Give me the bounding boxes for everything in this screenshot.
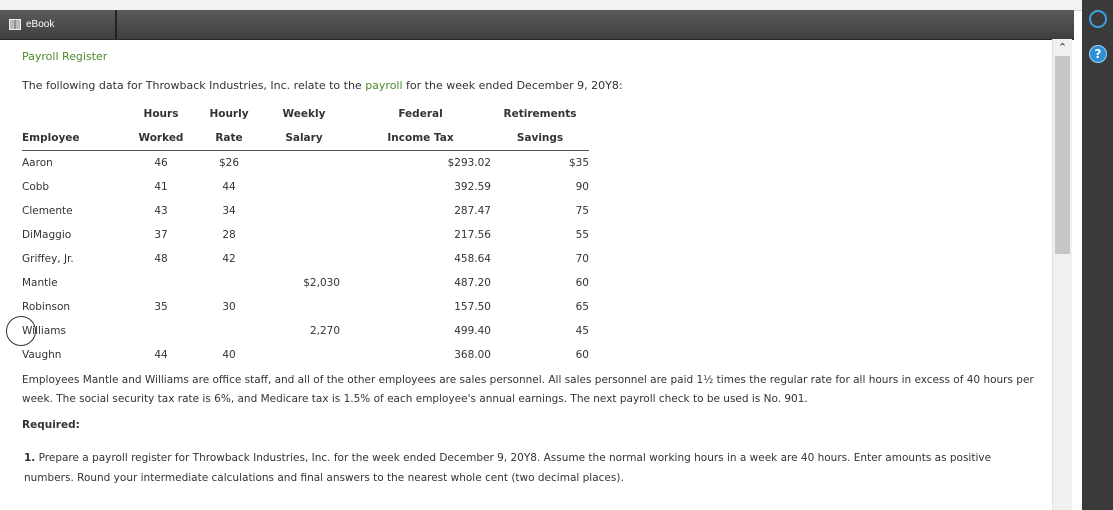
retirement-cell: 45 xyxy=(575,325,589,337)
rate-cell xyxy=(190,271,268,295)
header-cell: Salary xyxy=(268,126,340,151)
intro-text xyxy=(22,79,623,92)
scroll-up-chevron-icon[interactable]: ⌃ xyxy=(1057,41,1068,54)
ebook-tab[interactable] xyxy=(0,10,117,39)
hours-cell: 44 xyxy=(154,349,168,361)
hours-cell: 37 xyxy=(154,229,168,241)
salary-cell xyxy=(268,175,340,199)
fit-cell: 392.59 xyxy=(454,181,491,193)
employee-cell: Williams xyxy=(22,325,66,337)
header-cell: Federal xyxy=(398,108,443,120)
ebook-label: eBook xyxy=(26,19,55,30)
salary-cell xyxy=(268,223,340,247)
vertical-scrollbar[interactable] xyxy=(1052,39,1072,510)
employee-cell: Griffey, Jr. xyxy=(22,253,74,265)
payroll-data-table xyxy=(22,102,589,367)
hours-cell: 35 xyxy=(154,301,168,313)
intro-before: The following data for Throwback Industries, Inc. relate to the xyxy=(22,79,366,92)
rate-cell: 30 xyxy=(222,301,236,313)
rate-cell xyxy=(190,319,268,343)
salary-cell xyxy=(268,199,340,223)
retirement-cell: 55 xyxy=(575,229,589,241)
retirement-cell: 65 xyxy=(575,301,589,313)
table-row xyxy=(22,343,589,367)
fit-cell: 499.40 xyxy=(454,325,491,337)
hours-cell: 46 xyxy=(154,157,168,169)
rate-cell: $26 xyxy=(218,157,240,169)
retirement-cell: 90 xyxy=(575,181,589,193)
table-row xyxy=(22,247,589,271)
requirement-number: 1. xyxy=(24,452,36,464)
employee-cell: DiMaggio xyxy=(22,229,72,241)
rate-cell: 42 xyxy=(222,253,236,265)
required-heading: Required: xyxy=(22,419,80,431)
fit-cell: 458.64 xyxy=(454,253,491,265)
book-icon xyxy=(9,19,21,30)
right-side-bar xyxy=(1082,0,1113,510)
hours-cell: 43 xyxy=(154,205,168,217)
table-row xyxy=(22,199,589,223)
page-title: Payroll Register xyxy=(22,50,108,63)
retirement-cell: 60 xyxy=(575,277,589,289)
staff-description-paragraph: Employees Mantle and Williams are office staff, and all of the other employees are sales personnel. All sales personnel are paid 1½ times the regular rate for all hours in excess of 40 hours per week. The social security tax rate is 6%, and Medicare tax is 1.5% of each employee's annual earnings. The next payroll check to be used is No. 901. xyxy=(22,374,1034,405)
table-row xyxy=(22,319,589,343)
salary-cell xyxy=(268,247,340,271)
requirement-text: Prepare a payroll register for Throwback Industries, Inc. for the week ended December 9, 20Y8. Assume the normal working hours in a week are 40 hours. Enter amounts as positive numbers. Round your intermediate calculations and final answers to the nearest whole cent (two decimal places). xyxy=(24,452,992,484)
rate-cell: 40 xyxy=(222,349,236,361)
requirement-1 xyxy=(24,448,1034,488)
salary-cell xyxy=(268,343,340,367)
salary-cell: 2,270 xyxy=(309,325,340,337)
fit-cell: 287.47 xyxy=(454,205,491,217)
salary-cell xyxy=(268,295,340,319)
employee-cell: Vaughn xyxy=(22,349,62,361)
fit-cell: $293.02 xyxy=(447,157,491,169)
header-cell xyxy=(22,102,132,126)
header-cell: Hours xyxy=(143,108,179,120)
headset-icon[interactable] xyxy=(1089,10,1107,28)
header-cell: Employee xyxy=(22,126,132,151)
header-cell: Savings xyxy=(491,126,589,151)
table-row xyxy=(22,271,589,295)
table-row xyxy=(22,175,589,199)
table-header-row-1 xyxy=(22,102,589,126)
retirement-cell: 60 xyxy=(575,349,589,361)
hours-cell: 41 xyxy=(154,181,168,193)
scroll-thumb[interactable] xyxy=(1055,56,1070,254)
ebook-toolbar xyxy=(0,10,1074,40)
help-icon[interactable]: ? xyxy=(1089,45,1107,63)
hours-cell xyxy=(132,271,190,295)
fit-cell: 157.50 xyxy=(454,301,491,313)
header-cell: Income Tax xyxy=(340,126,491,151)
retirement-cell: $35 xyxy=(568,157,589,169)
employee-cell: Robinson xyxy=(22,301,71,313)
retirement-cell: 70 xyxy=(575,253,589,265)
intro-after: for the week ended December 9, 20Y8: xyxy=(402,79,623,92)
employee-cell: Clemente xyxy=(22,205,73,217)
employee-cell: Cobb xyxy=(22,181,50,193)
fit-cell: 217.56 xyxy=(454,229,491,241)
fit-cell: 487.20 xyxy=(454,277,491,289)
header-cell: Rate xyxy=(190,126,268,151)
rate-cell: 44 xyxy=(222,181,236,193)
table-row xyxy=(22,151,589,176)
payroll-link[interactable]: payroll xyxy=(365,79,403,92)
table-row xyxy=(22,223,589,247)
table-header-row-2 xyxy=(22,126,589,151)
hours-cell xyxy=(132,319,190,343)
header-cell: Retirements xyxy=(503,108,577,120)
employee-cell: Aaron xyxy=(22,157,53,169)
header-cell: Worked xyxy=(132,126,190,151)
hours-cell: 48 xyxy=(154,253,168,265)
rate-cell: 28 xyxy=(222,229,236,241)
header-cell: Hourly xyxy=(209,108,249,120)
salary-cell: $2,030 xyxy=(303,277,340,289)
fit-cell: 368.00 xyxy=(454,349,491,361)
retirement-cell: 75 xyxy=(575,205,589,217)
table-row xyxy=(22,295,589,319)
rate-cell: 34 xyxy=(222,205,236,217)
employee-cell: Mantle xyxy=(22,277,58,289)
header-cell: Weekly xyxy=(282,108,326,120)
salary-cell xyxy=(268,151,340,176)
